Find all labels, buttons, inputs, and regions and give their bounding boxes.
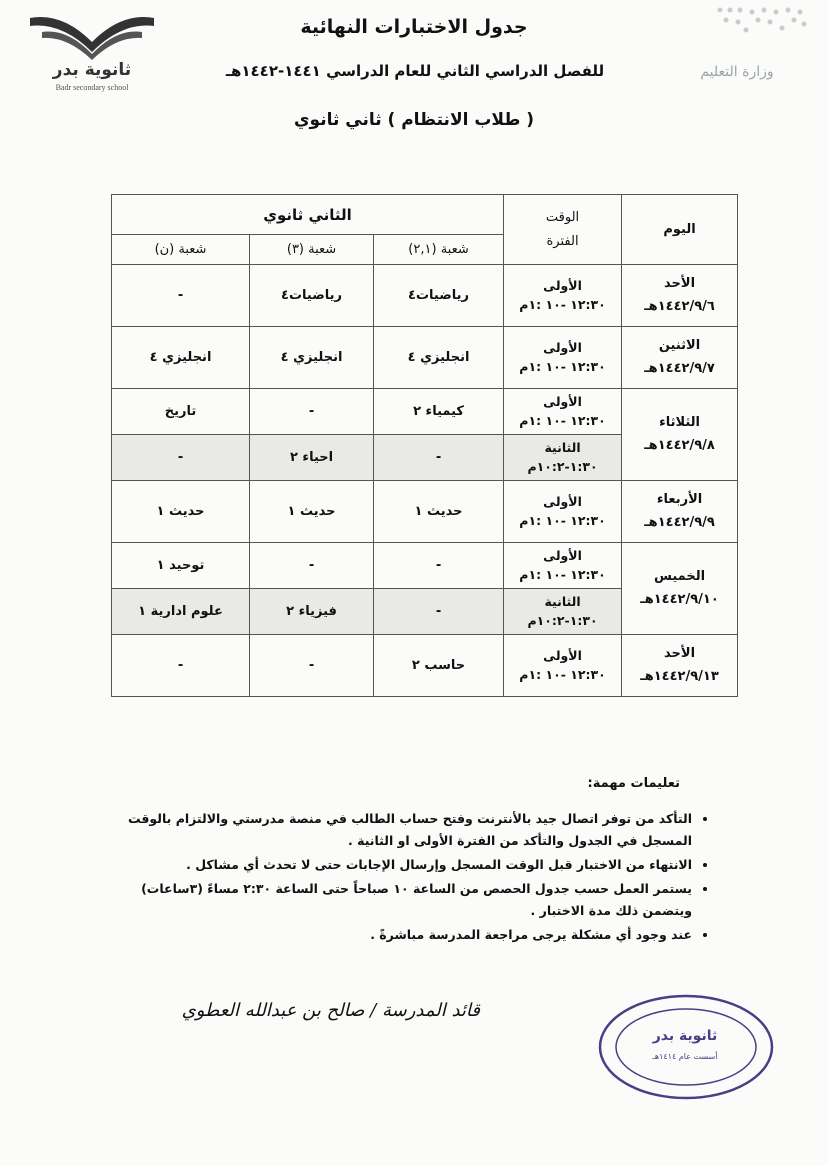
period-name: الأولى bbox=[543, 547, 582, 563]
day-date: ١٤٤٢/٩/٨هـ bbox=[644, 437, 715, 453]
schedule-row bbox=[112, 635, 738, 697]
school-stamp-icon bbox=[596, 992, 776, 1102]
school-name: ثانوية بدر bbox=[52, 60, 132, 80]
period-time: ١٢:٣٠ -١٠ :١م bbox=[519, 512, 606, 528]
subject-cell: حديث ١ bbox=[112, 481, 250, 543]
subject-cell: - bbox=[112, 435, 250, 481]
period-cell bbox=[504, 481, 622, 543]
school-name-en: Badr secondary school bbox=[55, 83, 129, 92]
instruction-item: • عند وجود أي مشكلة يرجى مراجعة المدرسة مباشرةً . bbox=[120, 924, 692, 946]
period-cell bbox=[504, 543, 622, 589]
time-column-header bbox=[504, 195, 622, 265]
principal-signature: قائد المدرسة / صالح بن عبدالله العطوي bbox=[181, 1000, 480, 1021]
grade-header: الثاني ثانوي bbox=[112, 195, 504, 235]
day-name: الأحد bbox=[664, 646, 696, 662]
subject-cell: - bbox=[374, 543, 504, 589]
period-time: ١:٣٠-١٠:٢م bbox=[527, 458, 598, 474]
schedule-row bbox=[112, 389, 738, 435]
stamp-founded: أسست عام ١٤١٤هـ bbox=[652, 1052, 718, 1061]
day-cell bbox=[622, 265, 738, 327]
day-date: ١٤٤٢/٩/١٠هـ bbox=[640, 591, 719, 607]
schedule-row bbox=[112, 481, 738, 543]
period-name: الثانية bbox=[544, 439, 581, 455]
day-date: ١٤٤٢/٩/٧هـ bbox=[644, 360, 715, 376]
day-cell bbox=[622, 481, 738, 543]
section-header: شعبة (ن) bbox=[112, 235, 250, 265]
period-name: الأولى bbox=[543, 647, 582, 663]
day-date: ١٤٤٢/٩/١٣هـ bbox=[640, 668, 719, 684]
subject-cell: - bbox=[112, 265, 250, 327]
subject-cell: توحيد ١ bbox=[112, 543, 250, 589]
day-cell bbox=[622, 327, 738, 389]
period-label: الفترة bbox=[546, 233, 579, 249]
day-date: ١٤٤٢/٩/٩هـ bbox=[644, 514, 715, 530]
period-time: ١٢:٣٠ -١٠ :١م bbox=[519, 666, 606, 682]
period-time: ١٢:٣٠ -١٠ :١م bbox=[519, 296, 606, 312]
subject-cell: تاريخ bbox=[112, 389, 250, 435]
subject-cell: احياء ٢ bbox=[250, 435, 374, 481]
section-header: شعبة (٣) bbox=[250, 235, 374, 265]
ministry-name: وزارة التعليم bbox=[700, 64, 774, 80]
day-name: الاثنين bbox=[658, 338, 701, 354]
period-cell bbox=[504, 635, 622, 697]
schedule-row bbox=[112, 543, 738, 589]
instruction-item: • يستمر العمل حسب جدول الحصص من الساعة ١٠ صباحاً حتى الساعة ٢:٣٠ مساءً (٣ساعات) ويتضمن ذلك مدة الاختبار . bbox=[120, 878, 692, 922]
period-cell bbox=[504, 435, 622, 481]
subject-cell: كيمياء ٢ bbox=[374, 389, 504, 435]
period-time: ١٢:٣٠ -١٠ :١م bbox=[519, 412, 606, 428]
page-title: جدول الاختبارات النهائية bbox=[300, 16, 528, 38]
period-cell bbox=[504, 389, 622, 435]
subject-cell: فيزياء ٢ bbox=[250, 589, 374, 635]
subject-cell: انجليزي ٤ bbox=[374, 327, 504, 389]
day-cell bbox=[622, 389, 738, 481]
instructions-list bbox=[120, 808, 710, 948]
period-time: ١٢:٣٠ -١٠ :١م bbox=[519, 358, 606, 374]
subject-cell: حديث ١ bbox=[250, 481, 374, 543]
period-cell bbox=[504, 265, 622, 327]
day-name: الثلاثاء bbox=[659, 415, 700, 431]
subject-cell: - bbox=[374, 435, 504, 481]
section-header: شعبة (٢,١) bbox=[374, 235, 504, 265]
student-group-label: ( طلاب الانتظام ) ثاني ثانوي bbox=[293, 110, 535, 130]
subject-cell: - bbox=[250, 543, 374, 589]
schedule-body bbox=[112, 265, 738, 697]
schedule-row bbox=[112, 327, 738, 389]
day-name: الأحد bbox=[664, 276, 696, 292]
subject-cell: - bbox=[250, 389, 374, 435]
period-name: الأولى bbox=[543, 339, 582, 355]
period-name: الأولى bbox=[543, 493, 582, 509]
period-time: ١٢:٣٠ -١٠ :١م bbox=[519, 566, 606, 582]
stamp-school-name: ثانوية بدر bbox=[652, 1028, 718, 1044]
subject-cell: - bbox=[112, 635, 250, 697]
subject-cell: انجليزي ٤ bbox=[112, 327, 250, 389]
day-cell bbox=[622, 635, 738, 697]
exam-schedule-table bbox=[111, 194, 738, 697]
subject-cell: - bbox=[374, 589, 504, 635]
day-name: الخميس bbox=[653, 569, 706, 585]
subject-cell: - bbox=[250, 635, 374, 697]
day-date: ١٤٤٢/٩/٦هـ bbox=[644, 298, 715, 314]
period-name: الأولى bbox=[543, 393, 582, 409]
instruction-item: • التأكد من توفر اتصال جيد بالأنترنت وفتح حساب الطالب في منصة مدرستي والالتزام بالوقت المسجل في الجدول والتأكد من الفترة الأولى او الثانية . bbox=[120, 808, 692, 852]
subject-cell: رياضيات٤ bbox=[374, 265, 504, 327]
time-label: الوقت bbox=[545, 210, 580, 226]
day-column-header: اليوم bbox=[622, 195, 738, 265]
period-cell bbox=[504, 327, 622, 389]
subject-cell: رياضيات٤ bbox=[250, 265, 374, 327]
page-subtitle: للفصل الدراسي الثاني للعام الدراسي ١٤٤١-١٤٤٢هـ bbox=[225, 62, 605, 80]
schedule-row bbox=[112, 265, 738, 327]
day-cell bbox=[622, 543, 738, 635]
subject-cell: علوم ادارية ١ bbox=[112, 589, 250, 635]
period-cell bbox=[504, 589, 622, 635]
period-time: ١:٣٠-١٠:٢م bbox=[527, 612, 598, 628]
ministry-logo-icon bbox=[712, 4, 810, 34]
subject-cell: حاسب ٢ bbox=[374, 635, 504, 697]
period-name: الأولى bbox=[543, 277, 582, 293]
period-name: الثانية bbox=[544, 593, 581, 609]
instruction-item: • الانتهاء من الاختبار قبل الوقت المسجل وإرسال الإجابات حتى لا تحدث أي مشاكل . bbox=[120, 854, 692, 876]
instructions-heading: تعليمات مهمة: bbox=[587, 776, 680, 791]
day-name: الأربعاء bbox=[656, 492, 703, 508]
subject-cell: حديث ١ bbox=[374, 481, 504, 543]
subject-cell: انجليزي ٤ bbox=[250, 327, 374, 389]
